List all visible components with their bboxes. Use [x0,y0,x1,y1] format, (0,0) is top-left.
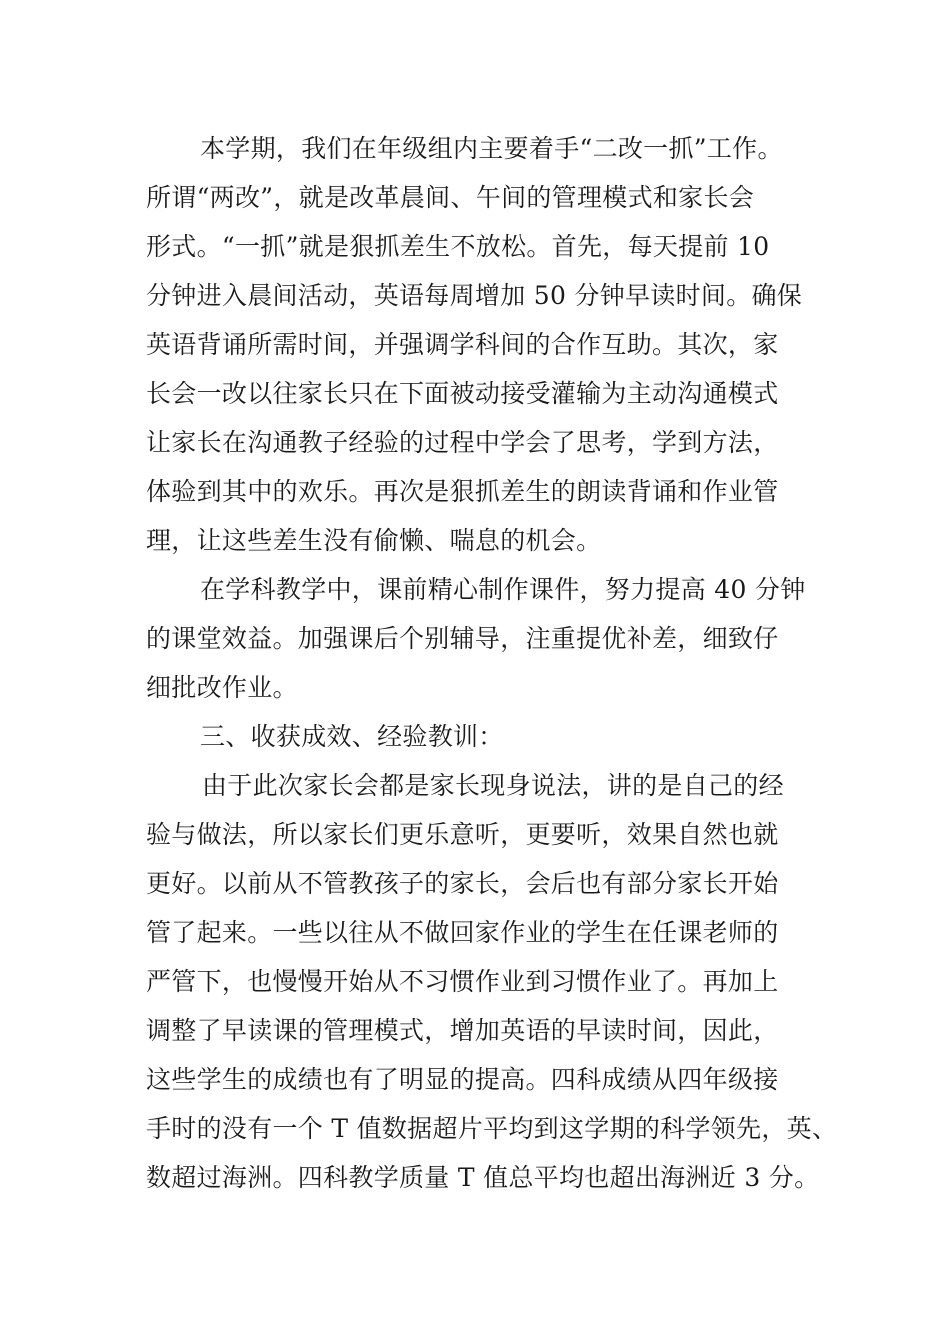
paragraph-1-line-2: 所谓“两改”，就是改革晨间、午间的管理模式和家长会 [146,183,755,212]
paragraph-2-line-3: 细批改作业。 [146,673,298,702]
section-heading: 三、收获成效、经验教训： [200,722,504,751]
paragraph-3-line-6: 调整了早读课的管理模式，增加英语的早读时间，因此， [146,1016,779,1045]
paragraph-2-line-2: 的课堂效益。加强课后个别辅导，注重提优补差，细致仔 [146,624,779,653]
paragraph-3-line-2: 验与做法，所以家长们更乐意听，更要听，效果自然也就 [146,820,779,849]
paragraph-2-line-1: 在学科教学中，课前精心制作课件，努力提高 40 分钟 [200,575,806,604]
document-body [146,124,836,1202]
paragraph-3-line-3: 更好。以前从不管教孩子的家长，会后也有部分家长开始 [146,869,779,898]
paragraph-3-line-9: 数超过海洲。四科教学质量 T 值总平均也超出海洲近 3 分。 [146,1163,820,1192]
paragraph-1-line-8: 体验到其中的欢乐。再次是狠抓差生的朗读背诵和作业管 [146,477,779,506]
paragraph-3-line-7: 这些学生的成绩也有了明显的提高。四科成绩从四年级接 [146,1065,779,1094]
paragraph-1-line-1: 本学期，我们在年级组内主要着手“二改一抓”工作。 [200,134,783,163]
paragraph-3-line-8: 手时的没有一个 T 值数据超片平均到这学期的科学领先，英、 [146,1114,838,1143]
paragraph-3-line-1: 由于此次家长会都是家长现身说法，讲的是自己的经 [202,771,784,800]
paragraph-1-line-3: 形式。“一抓”就是狠抓差生不放松。首先，每天提前 10 [146,232,770,261]
paragraph-1-line-9: 理，让这些差生没有偷懒、喘息的机会。 [146,526,602,555]
paragraph-1-line-7: 让家长在沟通教子经验的过程中学会了思考，学到方法， [146,428,779,457]
paragraph-1-line-6: 长会一改以往家长只在下面被动接受灌输为主动沟通模式 [146,379,779,408]
paragraph-3-line-4: 管了起来。一些以往从不做回家作业的学生在任课老师的 [146,918,779,947]
paragraph-1-line-4: 分钟进入晨间活动，英语每周增加 50 分钟早读时间。确保 [146,281,803,310]
paragraph-3-line-5: 严管下，也慢慢开始从不习惯作业到习惯作业了。再加上 [146,967,779,996]
paragraph-1-line-5: 英语背诵所需时间，并强调学科间的合作互助。其次，家 [146,330,779,359]
